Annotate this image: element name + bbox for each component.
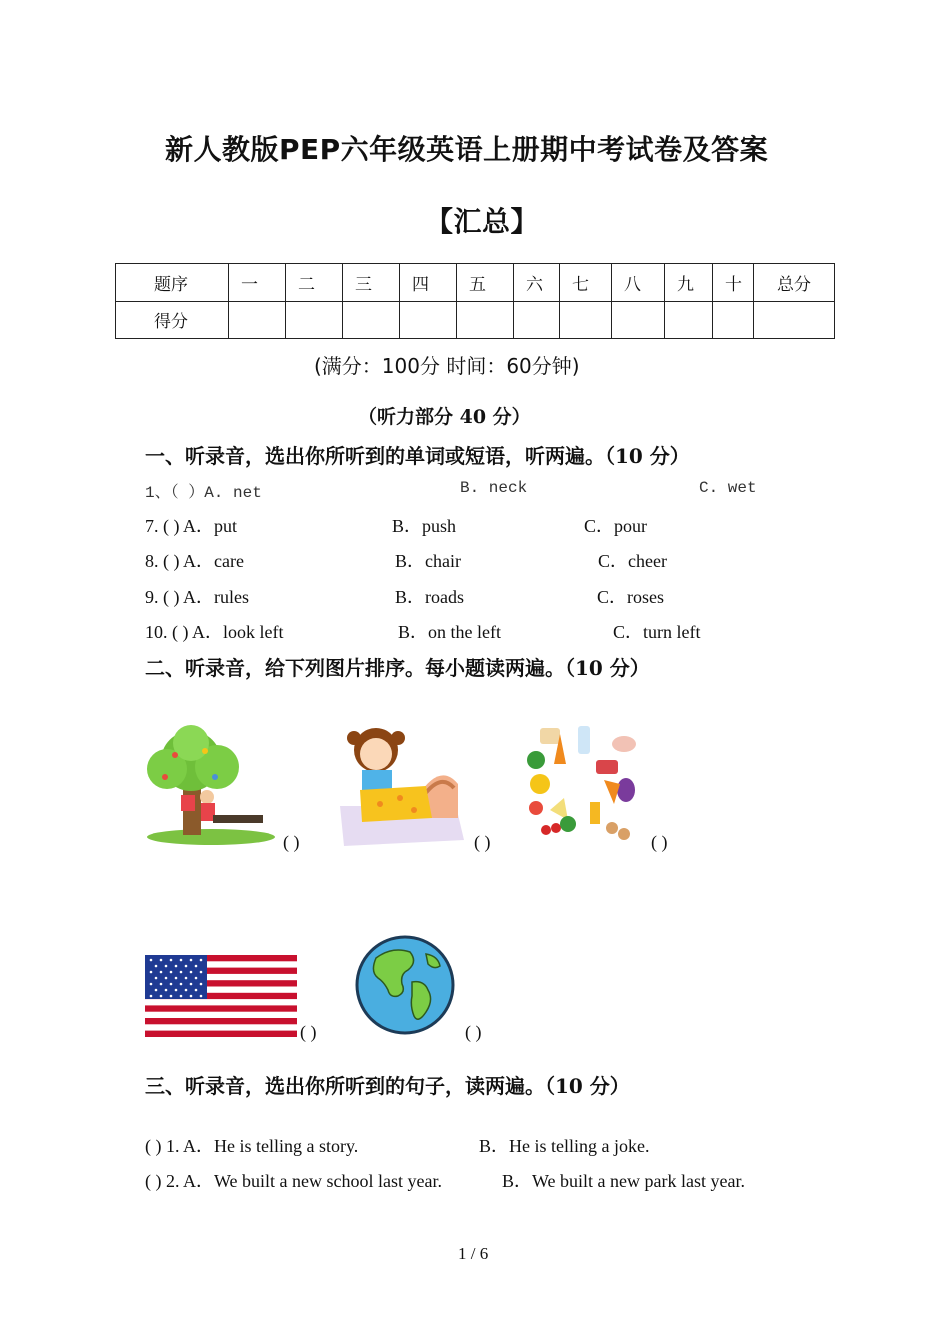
score-table-score-row: [116, 301, 835, 339]
score-cell[interactable]: [343, 301, 400, 339]
score-cell[interactable]: [457, 301, 514, 339]
header-cell: 五: [457, 264, 514, 302]
q10-option-b: B．on the left: [398, 622, 501, 642]
s3-q2-option-a: ( ) 2. A．We built a new school last year.: [145, 1171, 442, 1191]
s3-q2-option-b: B．We built a new park last year.: [502, 1171, 745, 1191]
q9-option-a: 9. ( ) A．rules: [145, 587, 249, 607]
pic2-answer-blank[interactable]: ( ): [474, 832, 491, 852]
page-number: 1 / 6: [458, 1244, 489, 1263]
listening-part-label: （听力部分 40 分）: [358, 406, 531, 428]
header-cell: 题序: [116, 264, 229, 302]
q7-option-a: 7. ( ) A．put: [145, 516, 237, 536]
q7-option-c: C．pour: [584, 516, 647, 536]
q9-option-c: C．roses: [597, 587, 664, 607]
us-flag-illustration: [145, 955, 297, 1037]
score-cell[interactable]: [754, 301, 835, 339]
score-cell[interactable]: [514, 301, 560, 339]
score-cell[interactable]: [665, 301, 713, 339]
q1-option-b: B. neck: [460, 479, 528, 497]
page-title-line1: 新人教版PEP六年级英语上册期中考试卷及答案: [165, 133, 769, 166]
q8-option-a: 8. ( ) A．care: [145, 551, 244, 571]
food-collection-illustration: [520, 724, 642, 848]
header-cell: 八: [612, 264, 665, 302]
girl-cheese-illustration: [336, 722, 468, 848]
header-cell: 一: [229, 264, 286, 302]
pic5-answer-blank[interactable]: ( ): [465, 1022, 482, 1042]
earth-globe-illustration: [354, 934, 456, 1036]
q10-option-c: C．turn left: [613, 622, 701, 642]
section1-heading: 一、听录音，选出你所听到的单词或短语，听两遍。（10 分）: [145, 444, 690, 468]
s3-q1-option-b: B．He is telling a joke.: [479, 1136, 650, 1156]
pic1-answer-blank[interactable]: ( ): [283, 832, 300, 852]
header-cell: 总分: [754, 264, 835, 302]
section3-heading: 三、听录音，选出你所听到的句子，读两遍。（10 分）: [145, 1074, 630, 1098]
section2-heading: 二、听录音，给下列图片排序。每小题读两遍。（10 分）: [145, 656, 650, 680]
tree-reading-illustration: [145, 725, 277, 847]
pic4-answer-blank[interactable]: ( ): [300, 1022, 317, 1042]
header-cell: 六: [514, 264, 560, 302]
q10-option-a: 10. ( ) A．look left: [145, 622, 284, 642]
score-table: [115, 263, 835, 339]
score-cell[interactable]: [229, 301, 286, 339]
score-cell[interactable]: [286, 301, 343, 339]
score-cell[interactable]: [400, 301, 457, 339]
q8-option-c: C．cheer: [598, 551, 667, 571]
header-cell: 十: [713, 264, 754, 302]
header-cell: 九: [665, 264, 713, 302]
s3-q1-option-a: ( ) 1. A．He is telling a story.: [145, 1136, 359, 1156]
page-title-line2: 【汇总】: [425, 205, 540, 238]
q7-option-b: B．push: [392, 516, 457, 536]
q9-option-b: B．roads: [395, 587, 464, 607]
score-cell[interactable]: [713, 301, 754, 339]
header-cell: 四: [400, 264, 457, 302]
q8-option-b: B．chair: [395, 551, 461, 571]
q1-option-c: C. wet: [699, 479, 757, 497]
full-marks-note: (满分：100分 时间：60分钟): [314, 354, 580, 378]
pic3-answer-blank[interactable]: ( ): [651, 832, 668, 852]
score-cell[interactable]: [560, 301, 612, 339]
header-cell: 七: [560, 264, 612, 302]
header-cell: 二: [286, 264, 343, 302]
score-table-header-row: [116, 264, 835, 302]
q1-option-a: 1、（ ）A. net: [145, 484, 262, 502]
row-label: 得分: [116, 301, 229, 339]
score-cell[interactable]: [612, 301, 665, 339]
header-cell: 三: [343, 264, 400, 302]
